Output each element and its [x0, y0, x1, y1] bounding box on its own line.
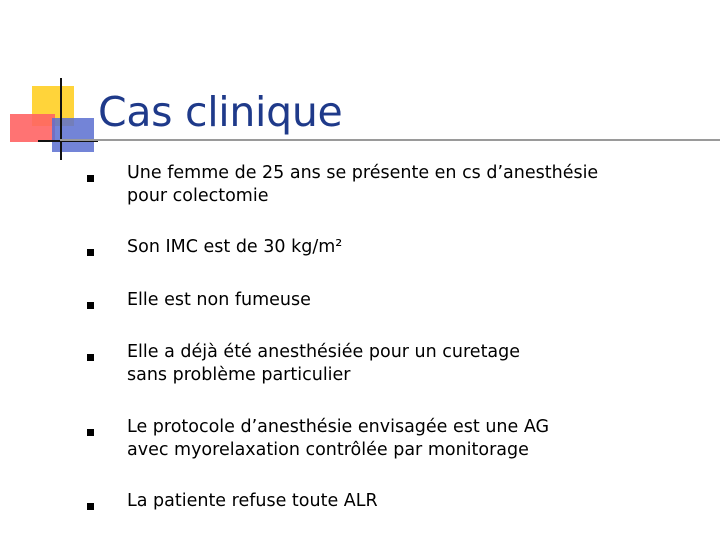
deco-red-square	[10, 114, 55, 142]
bullet-text: Une femme de 25 ans se présente en cs d’anesthésie pour colectomie	[127, 163, 599, 206]
square-bullet-icon	[87, 429, 94, 436]
square-bullet-icon	[87, 249, 94, 256]
slide-title: Cas clinique	[98, 88, 343, 136]
square-bullet-icon	[87, 302, 94, 309]
title-underline	[60, 139, 720, 141]
bullet-text: Son IMC est de 30 kg/m²	[127, 237, 343, 257]
bullet-text: Elle est non fumeuse	[127, 290, 311, 310]
square-bullet-icon	[87, 354, 94, 361]
deco-blue-square	[52, 118, 94, 152]
bullet-text: La patiente refuse toute ALR	[127, 491, 378, 511]
bullet-text: Le protocole d’anesthésie envisagée est une AG avec myorelaxation contrôlée par monitorage	[127, 417, 550, 460]
deco-vertical-line	[60, 78, 62, 160]
square-bullet-icon	[87, 503, 94, 510]
square-bullet-icon	[87, 175, 94, 182]
bullet-text: Elle a déjà été anesthésiée pour un curetage sans problème particulier	[127, 342, 521, 385]
